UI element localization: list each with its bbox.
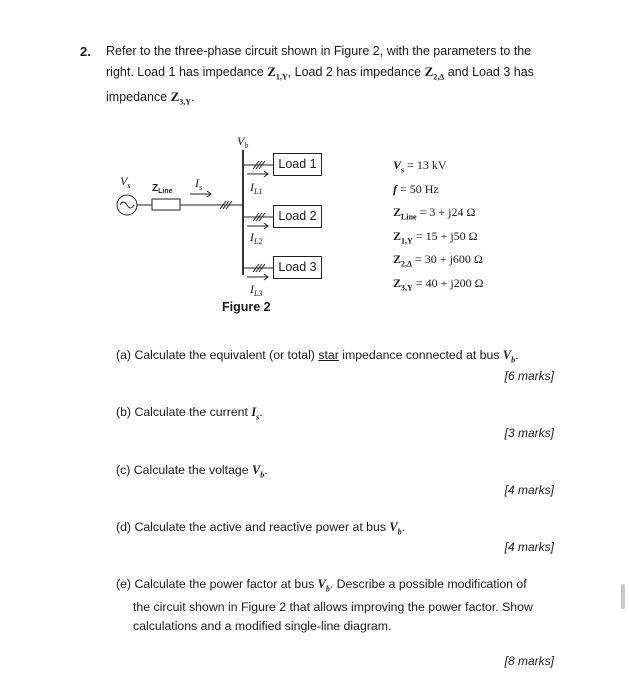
- part-d-var: $V_b$: [389, 520, 402, 537]
- figure-caption: Figure 2: [222, 300, 271, 314]
- part-a-marks: [6 marks]: [504, 369, 554, 383]
- part-a: (a) Calculate the equivalent (or total) star impedance connected at bus $V_b$.: [116, 348, 519, 365]
- parameters-list: [393, 156, 484, 298]
- vs-label: $V_s$: [120, 174, 131, 190]
- load-1-box: Load 1: [273, 153, 322, 176]
- intro-line-2: [106, 62, 576, 87]
- zline-label: $Z_{Line}$: [152, 183, 173, 195]
- question-intro: [106, 42, 576, 112]
- parameter-row: [393, 180, 484, 204]
- parameter-row: [393, 156, 484, 180]
- parameter-row: [393, 203, 484, 227]
- part-c-text: (c) Calculate the voltage: [116, 463, 253, 477]
- parameter-subscript: Line: [401, 212, 417, 222]
- part-d-text: (d) Calculate the active and reactive power at bus: [116, 520, 390, 534]
- load-2-box: Load 2: [273, 205, 322, 228]
- part-a-var: $V_b$: [502, 348, 516, 365]
- part-e-var: $V_b$: [317, 577, 330, 594]
- parameter-value: = 40 + j200 Ω: [412, 275, 484, 290]
- z1-symbol: $Z_{1,Y}$: [267, 63, 288, 82]
- part-c-var: $V_b$: [252, 463, 265, 480]
- part-a-text: (a) Calculate the equivalent (or total): [116, 348, 319, 362]
- part-d: (d) Calculate the active and reactive power at bus $V_b$.: [116, 520, 406, 537]
- part-e: [116, 575, 561, 636]
- parameter-value: = 50 Hz: [397, 181, 439, 196]
- parameter-subscript: 2,Δ: [401, 259, 413, 269]
- parameter-value: = 15 + j50 Ω: [412, 228, 478, 243]
- z3-symbol: $Z_{3,Y}$: [170, 88, 192, 107]
- parameter-symbol: Z: [393, 252, 402, 267]
- intro-line-1: Refer to the three-phase circuit shown in Figure 2, with the parameters to the: [106, 44, 532, 58]
- il1-label: $I_{L1}$: [250, 180, 263, 196]
- part-e-line-3: calculations and a modified single-line diagram.: [133, 619, 392, 634]
- question-number: 2.: [80, 44, 91, 59]
- intro-text: right. Load 1 has impedance: [106, 64, 268, 79]
- intro-text: impedance: [106, 89, 171, 104]
- parameter-symbol: V: [393, 158, 402, 172]
- circuit-diagram: [100, 125, 300, 305]
- parameter-symbol: Z: [393, 205, 402, 220]
- part-b-var: $I_s$: [251, 405, 260, 422]
- part-b-marks: [3 marks]: [504, 426, 554, 440]
- part-d-marks: [4 marks]: [504, 540, 554, 554]
- intro-line-3: [106, 87, 576, 112]
- intro-text: and Load 3 has: [444, 64, 534, 79]
- part-e-marks: [8 marks]: [504, 654, 554, 668]
- part-c: (c) Calculate the voltage $V_b$.: [116, 463, 268, 480]
- is-label: $I_s$: [195, 176, 203, 192]
- il3-label: $I_{L3}$: [250, 282, 263, 298]
- scrollbar-thumb[interactable]: [621, 584, 625, 609]
- part-e-line-1: (e) Calculate the power factor at bus $V_b$. Describe a possible modification of: [116, 577, 527, 594]
- parameter-symbol: Z: [393, 275, 402, 290]
- part-b: (b) Calculate the current $I_s$.: [116, 405, 263, 422]
- parameter-symbol: f: [393, 181, 397, 196]
- part-a-text-2: impedance connected at bus: [338, 348, 503, 362]
- parameter-row: [393, 250, 484, 274]
- part-a-underlined: star: [318, 348, 339, 362]
- parameter-value: = 3 + j24 Ω: [416, 205, 476, 220]
- part-b-text: (b) Calculate the current: [116, 405, 252, 419]
- parameter-symbol: Z: [393, 228, 402, 243]
- load-3-box: Load 3: [273, 256, 322, 279]
- il2-label: $I_{L2}$: [250, 230, 263, 246]
- parameter-subscript: 1,Y: [401, 236, 413, 246]
- intro-text: , Load 2 has impedance: [287, 64, 425, 79]
- zline-impedance-box: [152, 199, 180, 210]
- sine-wave-icon: [120, 202, 134, 208]
- intro-text: .: [191, 89, 195, 104]
- parameter-subscript: s: [401, 165, 405, 175]
- parameter-value: = 30 + j600 Ω: [412, 252, 483, 267]
- parameter-row: [393, 274, 484, 298]
- part-e-line-2: the circuit shown in Figure 2 that allows improving the power factor. Show: [133, 600, 533, 615]
- parameter-subscript: 3,Y: [401, 283, 413, 293]
- parameter-value: = 13 kV: [404, 158, 447, 172]
- z2-symbol: $Z_{2,\Delta}$: [424, 63, 445, 82]
- part-c-marks: [4 marks]: [504, 483, 554, 497]
- vb-label: $V_b$: [237, 134, 249, 150]
- parameter-row: [393, 227, 484, 251]
